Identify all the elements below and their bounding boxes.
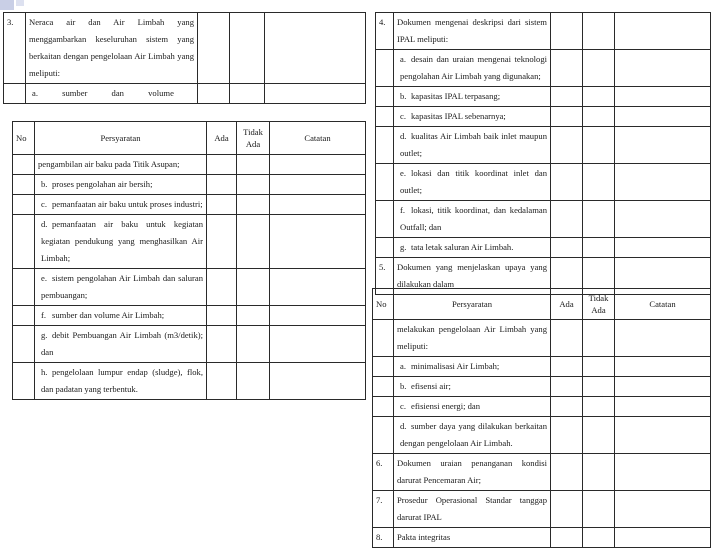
row-number — [376, 127, 394, 164]
requirement-text — [394, 417, 551, 454]
ada-cell[interactable] — [551, 201, 583, 238]
requirement-text — [394, 201, 551, 238]
item-label: f. — [400, 205, 406, 215]
item-label: b. — [41, 179, 48, 189]
item-label: c. — [400, 111, 406, 121]
row-number — [4, 84, 26, 104]
slide-corner-decoration — [16, 0, 24, 6]
requirement-text: Neraca air dan Air Limbah yang menggambarkan keseluruhan sistem yang berkaitan dengan pengelolaan Air Limbah yang meliputi: — [26, 13, 198, 84]
row-number: 4. — [376, 13, 394, 50]
table-row — [13, 155, 366, 175]
catatan-cell[interactable] — [615, 201, 711, 238]
ada-cell[interactable] — [551, 528, 583, 548]
ada-cell[interactable] — [551, 107, 583, 127]
ada-cell[interactable] — [551, 87, 583, 107]
ada-cell[interactable] — [198, 84, 230, 104]
row-number — [373, 357, 394, 377]
row-number — [376, 164, 394, 201]
ada-cell[interactable] — [551, 50, 583, 87]
requirement-text — [35, 363, 207, 400]
requirement-text — [394, 107, 551, 127]
column-header-ada: Ada — [207, 122, 237, 155]
ada-cell[interactable] — [207, 175, 237, 195]
header-row — [13, 122, 366, 155]
tidak-ada-cell[interactable] — [583, 454, 615, 491]
item-label: a. — [400, 54, 406, 64]
column-header-tidak-ada: Tidak Ada — [237, 122, 270, 155]
column-header-no: No — [373, 289, 394, 320]
tidak-ada-cell[interactable] — [583, 357, 615, 377]
table-row — [373, 454, 711, 491]
requirement-text — [394, 127, 551, 164]
item-text: pengelolaan lumpur endap (sludge), flok, dan padatan yang terbentuk. — [41, 367, 203, 394]
tidak-ada-cell[interactable] — [583, 397, 615, 417]
requirement-sub-item: a. sumber dan volume — [26, 84, 198, 104]
column-header-ada: Ada — [551, 289, 583, 320]
row-number — [376, 87, 394, 107]
requirement-text — [35, 195, 207, 215]
tidak-ada-cell[interactable] — [583, 320, 615, 357]
ada-cell[interactable] — [207, 195, 237, 215]
catatan-cell[interactable] — [270, 363, 366, 400]
catatan-cell[interactable] — [270, 326, 366, 363]
catatan-cell[interactable] — [615, 87, 711, 107]
table-row — [376, 164, 711, 201]
column-header-catatan: Catatan — [615, 289, 711, 320]
item-label: e. — [400, 168, 406, 178]
row-number — [13, 363, 35, 400]
tidak-ada-cell[interactable] — [237, 175, 270, 195]
item-text: debit Pembuangan Air Limbah (m3/detik); dan — [41, 330, 203, 357]
tidak-ada-cell[interactable] — [583, 201, 615, 238]
table-row — [4, 13, 366, 84]
requirement-text — [394, 397, 551, 417]
catatan-cell[interactable] — [615, 13, 711, 50]
catatan-cell[interactable] — [615, 50, 711, 87]
item-label: d. — [400, 131, 407, 141]
item-label: c. — [400, 401, 406, 411]
table-row — [376, 201, 711, 238]
tidak-ada-cell[interactable] — [583, 491, 615, 528]
item-label: f. — [41, 310, 47, 320]
catatan-cell[interactable] — [615, 238, 711, 258]
item-text: efisensi air; — [411, 381, 451, 391]
tidak-ada-cell[interactable] — [230, 13, 265, 84]
tidak-ada-cell[interactable] — [237, 326, 270, 363]
table-row — [376, 87, 711, 107]
catatan-cell[interactable] — [615, 417, 711, 454]
ada-cell[interactable] — [207, 363, 237, 400]
catatan-cell[interactable] — [265, 84, 366, 104]
row-number — [376, 107, 394, 127]
requirement-text: melakukan pengelolaan Air Limbah yang meliputi: — [394, 320, 551, 357]
left-top-table — [3, 12, 366, 104]
item-label: e. — [41, 273, 47, 283]
ada-cell[interactable] — [551, 320, 583, 357]
table-row — [376, 107, 711, 127]
tidak-ada-cell[interactable] — [583, 13, 615, 50]
item-label: g. — [41, 330, 48, 340]
item-text: tata letak saluran Air Limbah. — [411, 242, 514, 252]
catatan-cell[interactable] — [615, 107, 711, 127]
ada-cell[interactable] — [551, 377, 583, 397]
item-label: d. — [400, 421, 407, 431]
table-row — [373, 357, 711, 377]
row-number — [13, 269, 35, 306]
catatan-cell[interactable] — [615, 320, 711, 357]
item-text: minimalisasi Air Limbah; — [411, 361, 500, 371]
item-text: pemanfaatan air baku untuk proses industri; — [52, 199, 203, 209]
row-number — [13, 155, 35, 175]
item-label: b. — [400, 381, 407, 391]
tidak-ada-cell[interactable] — [237, 363, 270, 400]
right-top-table — [375, 12, 711, 295]
ada-cell[interactable] — [207, 306, 237, 326]
requirement-text: Dokumen mengenai deskripsi dari sistem IPAL meliputi: — [394, 13, 551, 50]
ada-cell[interactable] — [207, 155, 237, 175]
row-number: 6. — [373, 454, 394, 491]
ada-cell[interactable] — [551, 357, 583, 377]
requirement-text: Pakta integritas — [394, 528, 551, 548]
row-number — [373, 397, 394, 417]
row-number: 8. — [373, 528, 394, 548]
catatan-cell[interactable] — [615, 397, 711, 417]
item-text: efisiensi energi; dan — [411, 401, 481, 411]
table-row — [373, 528, 711, 548]
table-row — [373, 417, 711, 454]
row-number — [376, 50, 394, 87]
table-row — [13, 306, 366, 326]
tidak-ada-cell[interactable] — [583, 377, 615, 397]
row-number — [373, 377, 394, 397]
table-row — [373, 397, 711, 417]
left-requirements-table — [12, 121, 366, 400]
ada-cell[interactable] — [551, 454, 583, 491]
item-label: h. — [41, 367, 48, 377]
right-requirements-table — [372, 288, 711, 548]
ada-cell[interactable] — [551, 164, 583, 201]
table-row — [373, 320, 711, 357]
item-text: sumber dan volume Air Limbah; — [52, 310, 165, 320]
ada-cell[interactable] — [207, 269, 237, 306]
row-number: 3. — [4, 13, 26, 84]
item-label: d. — [41, 219, 48, 229]
row-number — [13, 215, 35, 269]
column-header-tidak-ada: Tidak Ada — [583, 289, 615, 320]
catatan-cell[interactable] — [270, 215, 366, 269]
ada-cell[interactable] — [551, 491, 583, 528]
catatan-cell[interactable] — [615, 491, 711, 528]
table-row — [373, 377, 711, 397]
item-text: kapasitas IPAL sebenarnya; — [411, 111, 506, 121]
item-label: c. — [41, 199, 47, 209]
item-label: g. — [400, 242, 407, 252]
ada-cell[interactable] — [551, 13, 583, 50]
requirement-text: Dokumen yang menjelaskan upaya yang dilakukan dalam — [394, 258, 551, 295]
requirement-text: Dokumen uraian penanganan kondisi darurat Pencemaran Air; — [394, 454, 551, 491]
row-number — [376, 201, 394, 238]
item-text: sistem pengolahan Air Limbah dan saluran pembuangan; — [41, 273, 203, 300]
ada-cell[interactable] — [551, 127, 583, 164]
tidak-ada-cell[interactable] — [583, 87, 615, 107]
table-row — [376, 238, 711, 258]
item-text: desain dan uraian mengenai teknologi pengolahan Air Limbah yang digunakan; — [400, 54, 547, 81]
tidak-ada-cell[interactable] — [237, 306, 270, 326]
requirement-text — [394, 377, 551, 397]
tidak-ada-cell[interactable] — [583, 164, 615, 201]
catatan-cell[interactable] — [270, 175, 366, 195]
requirement-text — [35, 306, 207, 326]
tidak-ada-cell[interactable] — [237, 215, 270, 269]
column-header-no: No — [13, 122, 35, 155]
table-row — [13, 195, 366, 215]
requirement-text: Prosedur Operasional Standar tanggap darurat IPAL — [394, 491, 551, 528]
table-row — [376, 50, 711, 87]
requirement-text — [394, 357, 551, 377]
table-row — [4, 84, 366, 104]
item-text: lokasi, titik koordinat, dan kedalaman Outfall; dan — [400, 205, 547, 232]
tidak-ada-cell[interactable] — [583, 417, 615, 454]
table-row — [373, 491, 711, 528]
requirement-text — [394, 164, 551, 201]
catatan-cell[interactable] — [270, 195, 366, 215]
catatan-cell[interactable] — [270, 155, 366, 175]
table-row — [13, 175, 366, 195]
table-row — [13, 363, 366, 400]
requirement-text — [394, 87, 551, 107]
requirement-text — [35, 175, 207, 195]
row-number — [13, 195, 35, 215]
item-text: lokasi dan titik koordinat inlet dan outlet; — [400, 168, 547, 195]
table-row — [376, 127, 711, 164]
row-number — [373, 320, 394, 357]
catatan-cell[interactable] — [615, 357, 711, 377]
column-header-persyaratan: Persyaratan — [35, 122, 207, 155]
item-label: a. — [400, 361, 406, 371]
requirement-text — [35, 215, 207, 269]
row-number — [373, 417, 394, 454]
ada-cell[interactable] — [207, 215, 237, 269]
requirement-text — [35, 326, 207, 363]
row-number — [13, 326, 35, 363]
catatan-cell[interactable] — [615, 454, 711, 491]
tidak-ada-cell[interactable] — [583, 528, 615, 548]
requirement-text — [394, 238, 551, 258]
row-number: 7. — [373, 491, 394, 528]
item-label: b. — [400, 91, 407, 101]
slide-corner-decoration — [0, 0, 14, 10]
item-text: kualitas Air Limbah baik inlet maupun outlet; — [400, 131, 547, 158]
row-number — [376, 238, 394, 258]
tidak-ada-cell[interactable] — [583, 50, 615, 87]
tidak-ada-cell[interactable] — [237, 155, 270, 175]
tidak-ada-cell[interactable] — [583, 127, 615, 164]
catatan-cell[interactable] — [265, 13, 366, 84]
table-row — [376, 13, 711, 50]
item-text: kapasitas IPAL terpasang; — [411, 91, 501, 101]
tidak-ada-cell[interactable] — [583, 238, 615, 258]
row-number: 5. — [376, 258, 394, 295]
ada-cell[interactable] — [198, 13, 230, 84]
table-row — [13, 269, 366, 306]
item-text: proses pengolahan air bersih; — [52, 179, 153, 189]
column-header-persyaratan: Persyaratan — [394, 289, 551, 320]
table-row — [13, 326, 366, 363]
row-number — [13, 306, 35, 326]
catatan-cell[interactable] — [615, 164, 711, 201]
item-text: pemanfaatan air baku untuk kegiatan kegiatan pendukung yang menghasilkan Air Limbah; — [41, 219, 203, 263]
header-row — [373, 289, 711, 320]
catatan-cell[interactable] — [615, 377, 711, 397]
catatan-cell[interactable] — [615, 127, 711, 164]
item-text: sumber daya yang dilakukan berkaitan dengan pengelolaan Air Limbah. — [400, 421, 547, 448]
table-row — [13, 215, 366, 269]
tidak-ada-cell[interactable] — [230, 84, 265, 104]
column-header-catatan: Catatan — [270, 122, 366, 155]
requirement-text — [35, 269, 207, 306]
catatan-cell[interactable] — [615, 528, 711, 548]
row-number — [13, 175, 35, 195]
ada-cell[interactable] — [551, 238, 583, 258]
tidak-ada-cell[interactable] — [237, 195, 270, 215]
tidak-ada-cell[interactable] — [237, 269, 270, 306]
ada-cell[interactable] — [207, 326, 237, 363]
ada-cell[interactable] — [551, 397, 583, 417]
tidak-ada-cell[interactable] — [583, 107, 615, 127]
ada-cell[interactable] — [551, 417, 583, 454]
catatan-cell[interactable] — [270, 306, 366, 326]
requirement-text — [394, 50, 551, 87]
requirement-text: pengambilan air baku pada Titik Asupan; — [35, 155, 207, 175]
catatan-cell[interactable] — [270, 269, 366, 306]
